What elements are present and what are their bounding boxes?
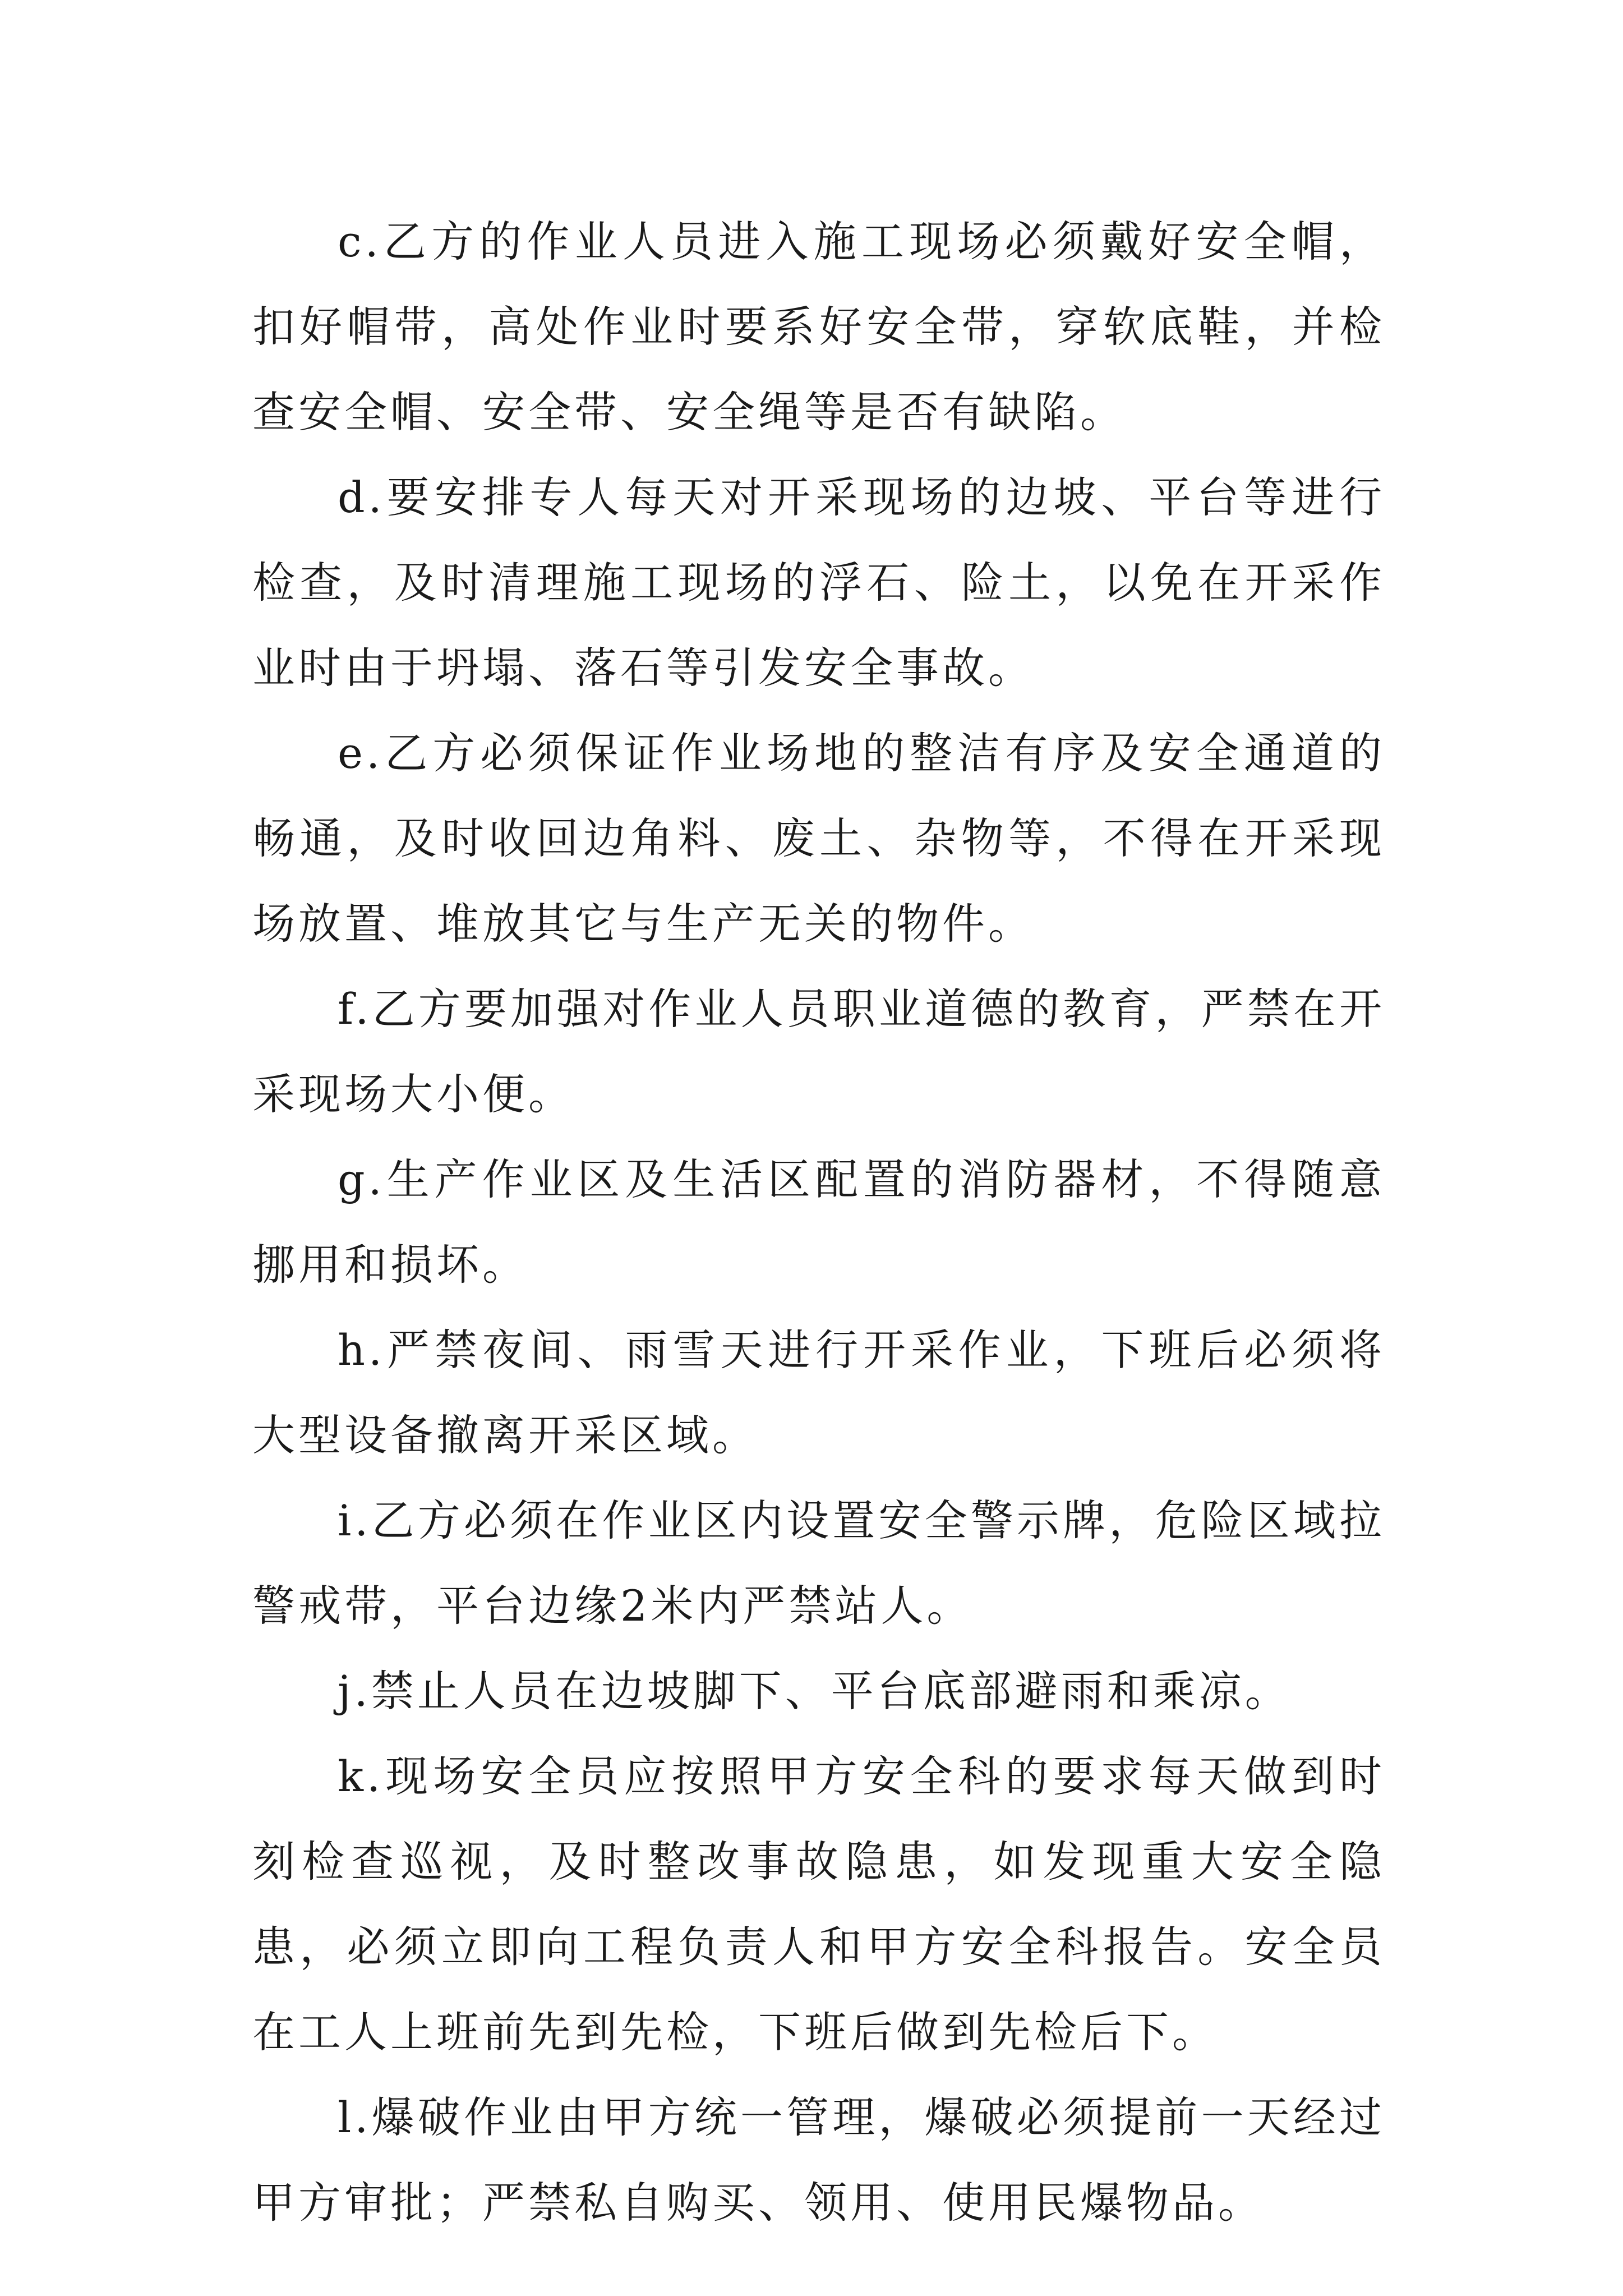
paragraph-e: e.乙方必须保证作业场地的整洁有序及安全通道的畅通，及时收回边角料、废土、杂物等，不得在开采现场放置、堆放其它与生产无关的物件。 bbox=[252, 728, 1385, 949]
paragraph-k: k.现场安全员应按照甲方安全科的要求每天做到时刻检查巡视，及时整改事故隐患，如发现重大安全隐患，必须立即向工程负责人和甲方安全科报告。安全员在工人上班前先到先检，下班后做到先检后下。 bbox=[252, 1751, 1385, 2057]
paragraph-f: f.乙方要加强对作业人员职业道德的教育，严禁在开采现场大小便。 bbox=[252, 984, 1385, 1119]
document-body bbox=[252, 199, 1385, 2246]
paragraph-i: i.乙方必须在作业区内设置安全警示牌，危险区域拉警戒带，平台边缘2米内严禁站人。 bbox=[252, 1496, 1385, 1631]
paragraph-c: c.乙方的作业人员进入施工现场必须戴好安全帽，扣好帽带，高处作业时要系好安全带，穿软底鞋，并检查安全帽、安全带、安全绳等是否有缺陷。 bbox=[252, 217, 1385, 437]
paragraph-d: d.要安排专人每天对开采现场的边坡、平台等进行检查，及时清理施工现场的浮石、险土，以免在开采作业时由于坍塌、落石等引发安全事故。 bbox=[252, 472, 1385, 693]
paragraph-g: g.生产作业区及生活区配置的消防器材，不得随意挪用和损坏。 bbox=[252, 1154, 1385, 1290]
paragraph-l: l.爆破作业由甲方统一管理，爆破必须提前一天经过甲方审批；严禁私自购买、领用、使用民爆物品。 bbox=[252, 2092, 1385, 2228]
paragraph-j: j.禁止人员在边坡脚下、平台底部避雨和乘凉。 bbox=[338, 1666, 1291, 1716]
paragraph-h: h.严禁夜间、雨雪天进行开采作业，下班后必须将大型设备撤离开采区域。 bbox=[252, 1325, 1385, 1460]
